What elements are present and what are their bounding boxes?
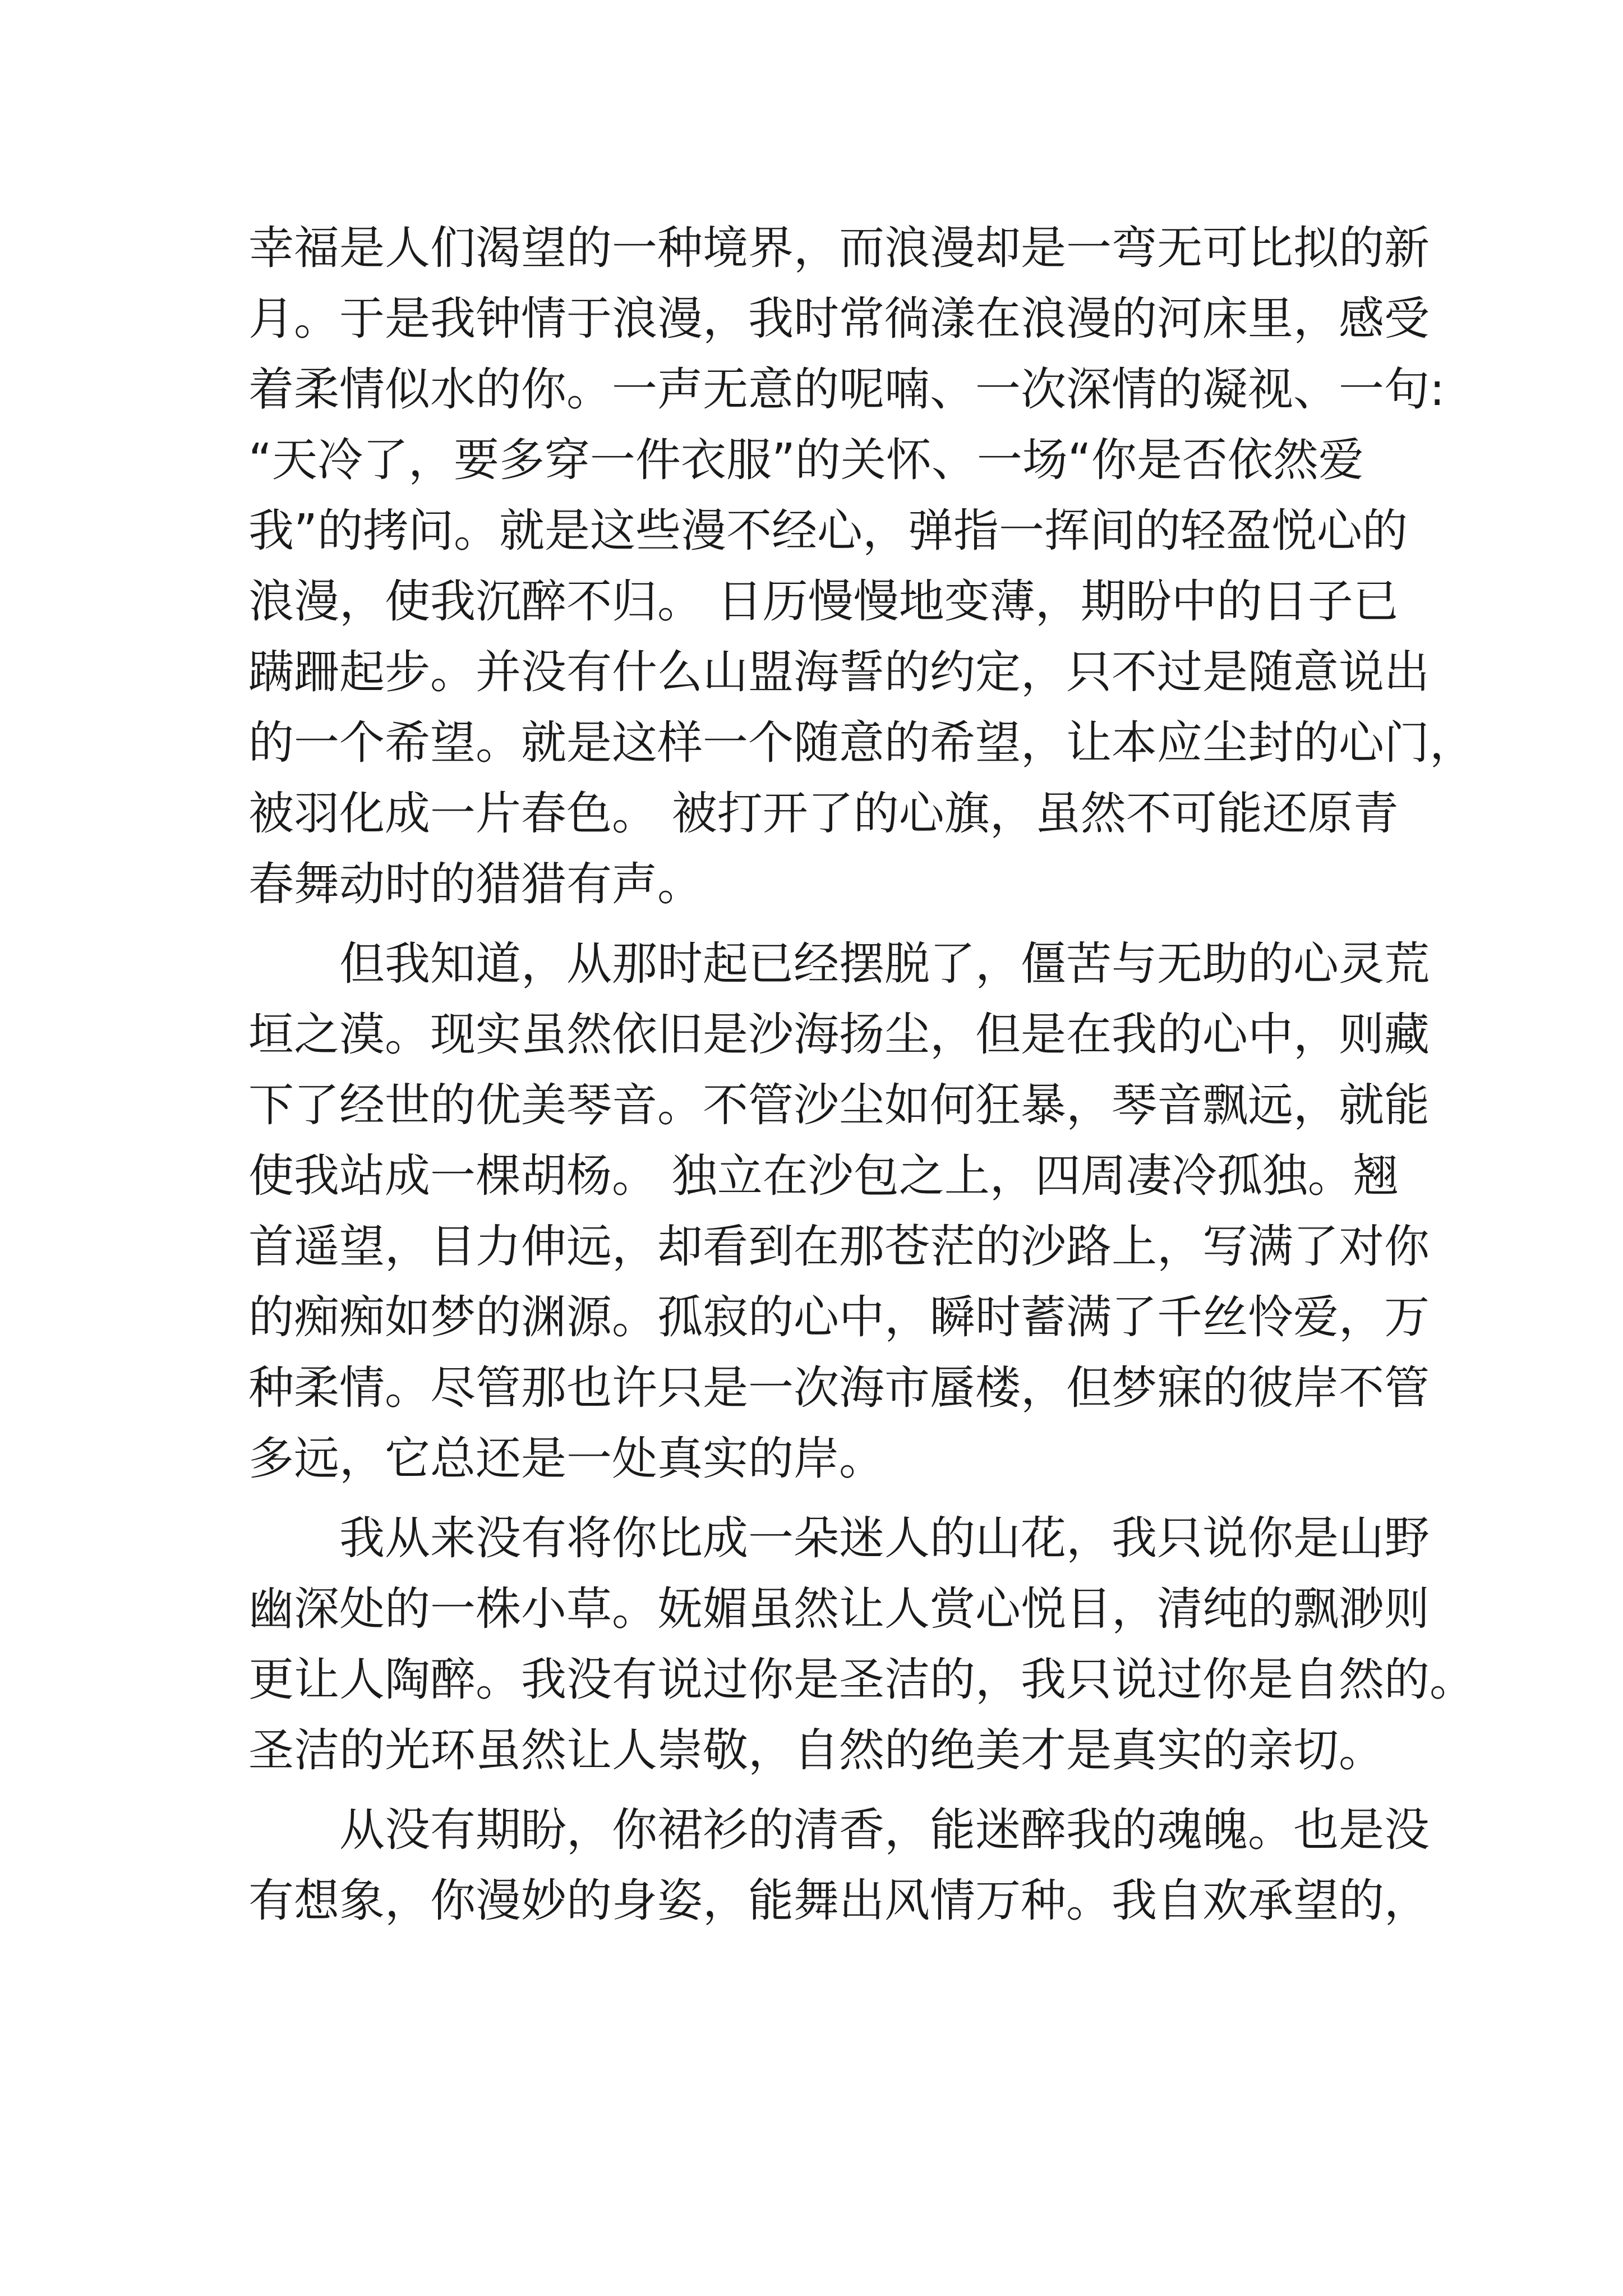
document-body	[248, 213, 1476, 1936]
text-line: 下了经世的优美琴音。不管沙尘如何狂暴，琴音飘远，就能	[248, 1079, 1430, 1132]
paragraph-spacing	[248, 1494, 1437, 1503]
paragraph-spacing	[248, 1786, 1437, 1795]
paragraph-3	[248, 1503, 1476, 1786]
text-line: 但我知道，从那时起已经摆脱了，僵苦与无助的心灵荒	[248, 938, 1430, 991]
paragraph-4	[248, 1795, 1437, 1936]
text-line: 种柔情。尽管那也许只是一次海市蜃楼，但梦寐的彼岸不管	[248, 1362, 1430, 1415]
paragraph-spacing	[248, 920, 1437, 929]
text-line: 使我站成一棵胡杨。 独立在沙包之上，四周凄冷孤独。翘	[248, 1150, 1399, 1203]
paragraph-2	[248, 929, 1437, 1494]
text-line: 我从来没有将你比成一朵迷人的山花，我只说你是山野	[248, 1512, 1430, 1565]
text-line: 圣洁的光环虽然让人崇敬，自然的绝美才是真实的亲切。	[248, 1724, 1385, 1777]
text-line: 春舞动时的猎猎有声。	[248, 858, 703, 911]
text-line: 首遥望，目力伸远，却看到在那苍茫的沙路上，写满了对你	[248, 1221, 1430, 1273]
text-line: 被羽化成一片春色。 被打开了的心旗，虽然不可能还原青	[248, 788, 1399, 840]
paragraph-1	[248, 213, 1476, 920]
text-line: 幸福是人们渴望的一种境界，而浪漫却是一弯无可比拟的新	[248, 222, 1430, 275]
text-line: 的痴痴如梦的渊源。孤寂的心中，瞬时蓄满了千丝怜爱，万	[248, 1291, 1430, 1344]
text-line: 浪漫，使我沉醉不归。 日历慢慢地变薄，期盼中的日子已	[248, 576, 1399, 628]
text-line: 着柔情似水的你。一声无意的呢喃、一次深情的凝视、一句:	[248, 364, 1445, 416]
text-line: 我”的拷问。就是这些漫不经心，弹指一挥间的轻盈悦心的	[248, 505, 1408, 558]
text-line: 从没有期盼，你裙衫的清香，能迷醉我的魂魄。也是没	[248, 1804, 1430, 1857]
text-line: 月。于是我钟情于浪漫，我时常徜漾在浪漫的河床里，感受	[248, 293, 1430, 346]
text-line: 的一个希望。就是这样一个随意的希望，让本应尘封的心门，	[248, 717, 1476, 770]
text-line: 垣之漠。现实虽然依旧是沙海扬尘，但是在我的心中，则藏	[248, 1009, 1430, 1061]
text-line: 蹒跚起步。并没有什么山盟海誓的约定，只不过是随意说出	[248, 646, 1430, 699]
text-line: 更让人陶醉。我没有说过你是圣洁的，我只说过你是自然的。	[248, 1654, 1476, 1706]
text-line: 幽深处的一株小草。妩媚虽然让人赏心悦目，清纯的飘渺则	[248, 1583, 1430, 1636]
text-line: 有想象，你漫妙的身姿，能舞出风情万种。我自欢承望的，	[248, 1875, 1430, 1927]
text-line: “天冷了，要多穿一件衣服”的关怀、一场“你是否依然爱	[248, 434, 1364, 487]
text-line: 多远，它总还是一处真实的岸。	[248, 1433, 885, 1485]
